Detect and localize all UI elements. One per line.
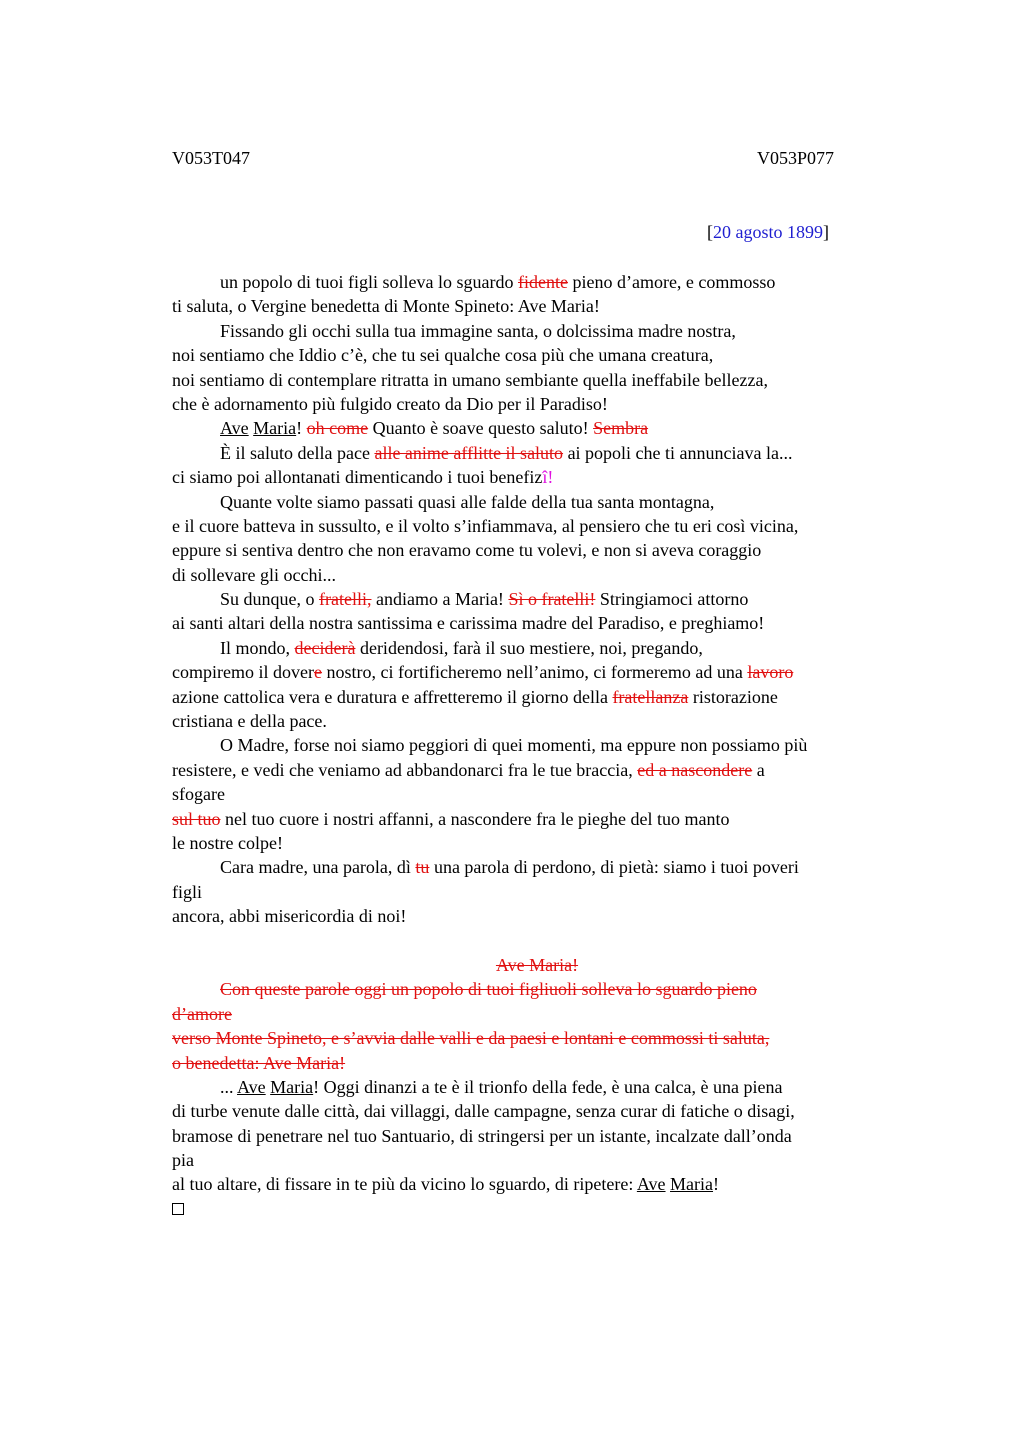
text-segment: Quante volte siamo passati quasi alle falde della tua santa montagna, [220, 491, 715, 512]
text-segment: ai santi altari della nostra santissima e carissima madre del Paradiso, e preghiamo! [172, 613, 765, 634]
text-segment: azione cattolica vera e duratura e affretteremo il giorno della [172, 686, 613, 707]
deleted-text: Ave Maria! [495, 954, 579, 975]
text-segment: ... [220, 1076, 238, 1097]
text-line [172, 1026, 912, 1050]
deleted-text: alle anime afflitte il saluto [374, 442, 564, 463]
text-line [172, 538, 912, 562]
text-line [172, 1099, 912, 1123]
deleted-text: d’amore [172, 1003, 232, 1024]
deleted-text: oh come [306, 418, 369, 439]
text-segment: sfogare [172, 784, 225, 805]
text-segment: ristorazione [688, 686, 778, 707]
deleted-text: verso Monte Spineto, e s’avvia dalle valli e da paesi e lontani e commossi ti saluta, [172, 1028, 770, 1049]
deleted-text: lavoro [747, 662, 794, 683]
end-marker-line [172, 1197, 912, 1221]
text-segment: noi sentiamo di contemplare ritratta in umano sembiante quella ineffabile bellezza, [172, 369, 768, 390]
text-line [172, 1172, 912, 1196]
text-line [172, 319, 912, 343]
text-segment: Il mondo, [220, 637, 295, 658]
text-line [172, 490, 912, 514]
text-line [172, 733, 912, 757]
date-bracket-open: [ [707, 222, 713, 242]
text-segment: È il saluto della pace [220, 442, 375, 463]
text-line [172, 441, 912, 465]
text-segment: Cara madre, una parola, dì [220, 857, 416, 878]
text-line [172, 416, 912, 440]
text-segment: ci siamo poi allontanati dimenticando i tuoi benefiz [172, 467, 543, 488]
underlined-text: Maria [253, 418, 297, 439]
underlined-text: Maria [670, 1174, 714, 1195]
text-segment: pieno d’amore, e commosso [567, 272, 776, 292]
text-line [172, 977, 912, 1001]
text-line [172, 709, 912, 733]
deleted-text: e [313, 662, 322, 683]
text-line [172, 660, 912, 684]
text-line [172, 294, 912, 318]
text-line [172, 904, 912, 928]
deleted-text: Sembra [593, 418, 649, 439]
text-segment: deridendosi, farà il suo mestiere, noi, pregando, [355, 637, 703, 658]
text-line [172, 392, 912, 416]
deleted-text: fratelli, [319, 589, 372, 610]
underlined-text: Maria [270, 1076, 314, 1097]
text-segment: una parola di perdono, di pietà: siamo i tuoi poveri [429, 857, 799, 878]
date-bracket-close: ] [823, 222, 829, 242]
text-line [172, 465, 912, 489]
document-date [707, 221, 829, 243]
text-segment: nel tuo cuore i nostri affanni, a nascondere fra le pieghe del tuo manto [220, 808, 730, 829]
text-segment: di turbe venute dalle città, dai villaggi, dalle campagne, senza curar di fatiche o disagi, [172, 1101, 795, 1122]
text-line [172, 514, 912, 538]
text-segment: pia [172, 1150, 194, 1171]
text-segment: ancora, abbi misericordia di noi! [172, 906, 407, 927]
deleted-text: ed a nascondere [637, 759, 753, 780]
text-segment: andiamo a Maria! [371, 589, 509, 610]
text-segment: Quanto è soave questo saluto! [368, 418, 594, 439]
text-line [172, 1148, 912, 1172]
text-segment: cristiana e della pace. [172, 711, 327, 732]
text-segment: e il cuore batteva in sussulto, e il volto s’infiammava, al pensiero che tu eri così vicina, [172, 515, 799, 536]
text-segment: eppure si sentiva dentro che non eravamo come tu volevi, e non si aveva coraggio [172, 540, 762, 561]
text-line [172, 953, 902, 977]
text-line [172, 270, 912, 294]
end-square-icon [172, 1203, 184, 1215]
text-line [172, 782, 912, 806]
deleted-text: Sì o fratelli! [508, 589, 596, 610]
text-segment: resistere, e vedi che veniamo ad abbandonarci fra le tue braccia, [172, 759, 638, 780]
text-segment: noi sentiamo che Iddio c’è, che tu sei qualche cosa più che umana creatura, [172, 345, 714, 366]
deleted-text: deciderà [294, 637, 356, 658]
text-segment: ! [296, 418, 307, 439]
text-segment: di sollevare gli occhi... [172, 564, 336, 585]
underlined-text: Ave [636, 1174, 666, 1195]
text-segment: nostro, ci fortificheremo nell’animo, ci formeremo ad una [321, 662, 748, 683]
text-segment: Fissando gli occhi sulla tua immagine santa, o dolcissima madre nostra, [220, 320, 736, 341]
text-segment: ! Oggi dinanzi a te è il trionfo della fede, è una calca, è una piena [313, 1076, 783, 1097]
deleted-text: Con queste parole oggi un popolo di tuoi figliuoli solleva lo sguardo pieno [220, 979, 757, 1000]
text-line [172, 880, 912, 904]
deleted-text: fidente [517, 272, 568, 292]
document-body [172, 270, 912, 1221]
text-segment: figli [172, 881, 202, 902]
text-line [172, 587, 912, 611]
text-segment: compiremo il dover [172, 662, 314, 683]
text-line [172, 929, 912, 953]
text-line [172, 1002, 912, 1026]
text-segment: Su dunque, o [220, 589, 319, 610]
text-segment: O Madre, forse noi siamo peggiori di quei momenti, ma eppure non possiamo più [220, 735, 808, 756]
text-line [172, 1051, 912, 1075]
underlined-text: Ave [237, 1076, 266, 1097]
text-line [172, 1075, 912, 1099]
highlighted-text: î! [542, 467, 554, 488]
text-segment: ti saluta, o Vergine benedetta di Monte Spineto: Ave Maria! [172, 296, 600, 317]
deleted-text: o benedetta: Ave Maria! [172, 1052, 346, 1073]
text-segment: bramose di penetrare nel tuo Santuario, di stringersi per un istante, incalzate dall’onda [172, 1125, 792, 1146]
text-line [172, 758, 912, 782]
text-line [172, 831, 912, 855]
text-line [172, 855, 912, 879]
text-line [172, 563, 912, 587]
deleted-text: tu [415, 857, 430, 878]
text-segment: ! [713, 1174, 720, 1195]
text-line [172, 636, 912, 660]
text-segment: ai popoli che ti annunciava la... [563, 442, 793, 463]
date-text: 20 agosto 1899 [713, 222, 823, 242]
deleted-text: fratellanza [612, 686, 689, 707]
text-line [172, 343, 912, 367]
page-id: V053P077 [757, 148, 835, 168]
text-segment: a [752, 759, 765, 780]
text-line [172, 1124, 912, 1148]
text-line [172, 807, 912, 831]
document-id: V053T047 [172, 148, 250, 168]
text-line [172, 368, 912, 392]
underlined-text: Ave [220, 418, 249, 439]
deleted-text: sul tuo [172, 808, 221, 829]
text-segment: le nostre colpe! [172, 832, 283, 853]
text-line [172, 611, 912, 635]
text-segment: un popolo di tuoi figli solleva lo sguardo [220, 272, 518, 292]
text-segment: al tuo altare, di fissare in te più da vicino lo sguardo, di ripetere: [172, 1174, 637, 1195]
text-segment: che è adornamento più fulgido creato da Dio per il Paradiso! [172, 393, 608, 414]
text-line [172, 685, 912, 709]
text-segment: Stringiamoci attorno [595, 589, 749, 610]
